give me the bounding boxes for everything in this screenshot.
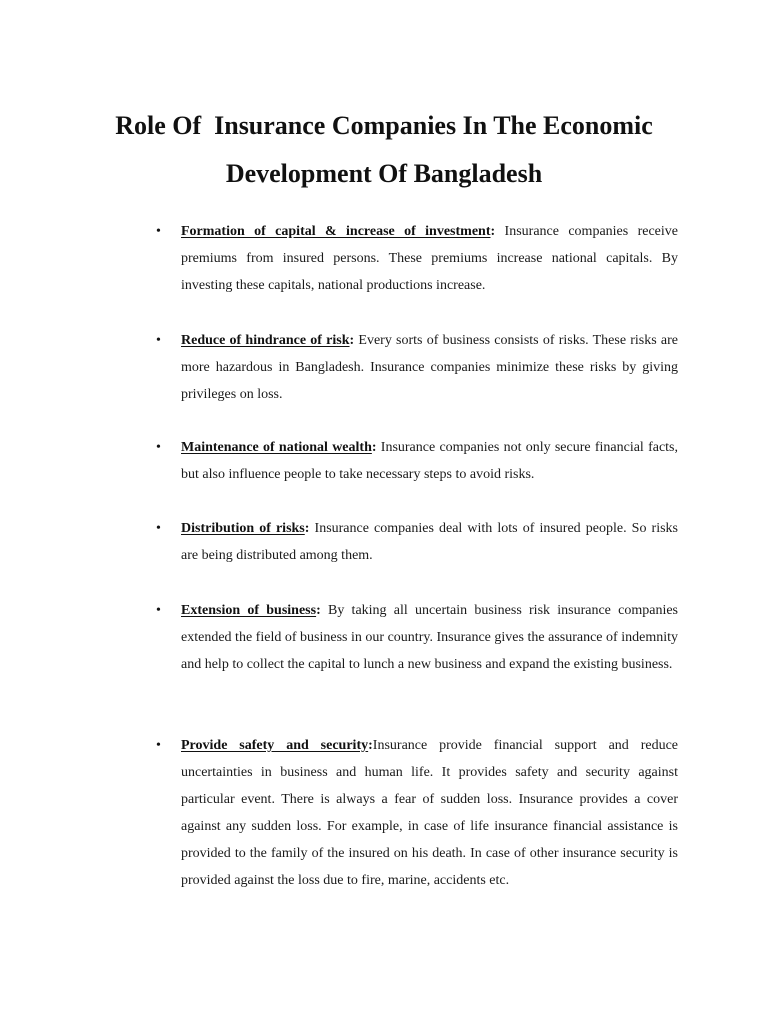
page-title-line-1: Role Of Insurance Companies In The Economic: [115, 111, 653, 140]
list-item-term: Distribution of risks: [181, 521, 305, 536]
list-item-text: Insurance provide financial support and reduce uncertainties in business and human life. It provides safety and security against particular event. There is always a fear of sudden loss. Insurance provides a cover against any sudden loss. For example, in case of life insurance financial assistance is provided to the family of the insured on his death. In case of other insurance security is provided against the loss due to fire, marine, accidents etc.: [181, 738, 679, 888]
page-title-line-2: Development Of Bangladesh: [225, 159, 543, 188]
list-item-risk-hindrance: [181, 327, 678, 408]
list-item-term: Reduce of hindrance of risk: [181, 333, 350, 348]
list-item-colon: :: [490, 224, 496, 239]
list-item-risk-distribution: [181, 515, 678, 569]
list-item-text: Insurance companies deal with lots of insured people. So risks are being distributed among them.: [181, 521, 678, 563]
list-item-colon: :: [304, 521, 310, 536]
list-item-text: Every sorts of business consists of risks. These risks are more hazardous in Bangladesh. Insurance companies minimize these risks by giving privileges on loss.: [181, 333, 678, 402]
list-item-term: Maintenance of national wealth: [181, 440, 372, 455]
list-item-capital-formation: [181, 218, 678, 299]
list-item-text: By taking all uncertain business risk insurance companies extended the field of business in our country. Insurance gives the assurance of indemnity and help to collect the capital to lunch a new business and expand the existing business.: [181, 603, 679, 672]
list-item-national-wealth: [181, 434, 678, 488]
list-item-business-extension: [181, 597, 678, 678]
list-item-term: Extension of business: [181, 603, 317, 618]
list-item-colon: :: [316, 603, 321, 618]
list-item-text: Insurance companies receive premiums from insured persons. These premiums increase national capitals. By investing these capitals, national productions increase.: [181, 224, 678, 293]
list-item-safety-security: [181, 732, 678, 894]
list-item-colon: :: [349, 333, 355, 348]
list-item-text: Insurance companies not only secure financial facts, but also influence people to take necessary steps to avoid risks.: [181, 440, 678, 482]
list-item-colon: :: [371, 440, 377, 455]
list-item-term: Provide safety and security: [181, 738, 369, 753]
list-item-colon: :: [368, 738, 373, 753]
list-item-term: Formation of capital & increase of investment: [181, 224, 491, 239]
